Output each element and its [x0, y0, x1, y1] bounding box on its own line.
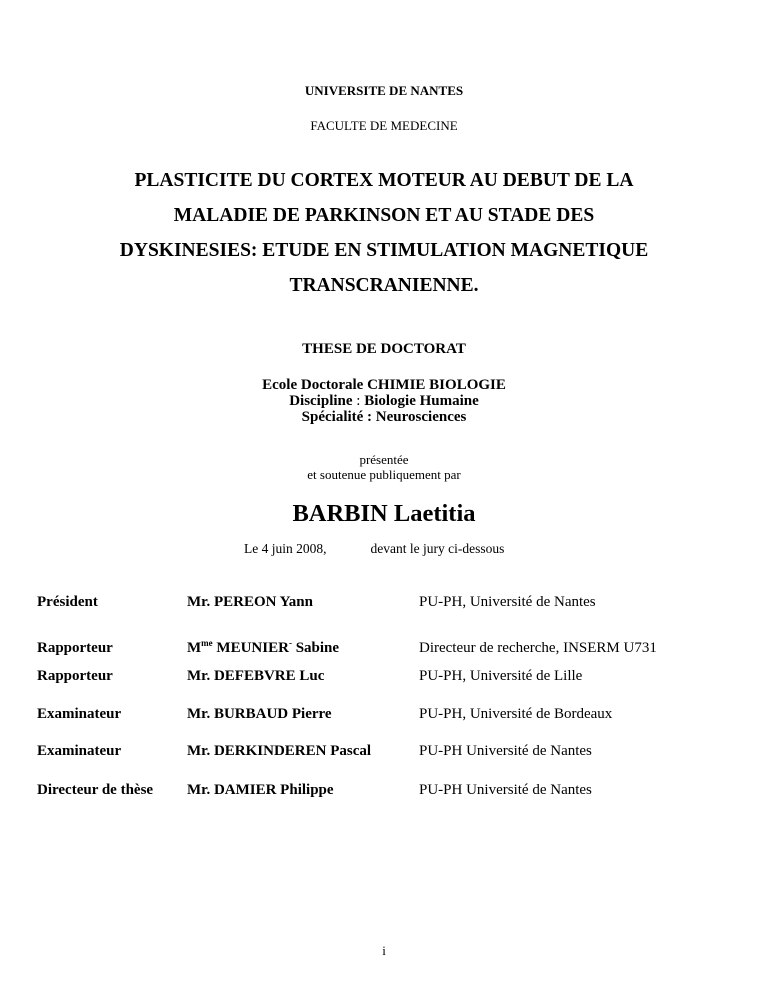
jury-role: Directeur de thèse — [37, 782, 154, 798]
faculty-name: FACULTE DE MEDECINE — [310, 118, 458, 133]
name-surname: MEUNIER — [212, 640, 289, 656]
thesis-title — [0, 163, 768, 303]
school-prefix: Ecole Doctorale — [262, 377, 368, 393]
jury-name: Mr. DAMIER Philippe — [187, 782, 334, 798]
jury-affiliation: PU-PH, Université de Nantes — [419, 594, 596, 610]
title-line: DYSKINESIES: ETUDE EN STIMULATION MAGNETIQUE — [119, 240, 649, 261]
jury-role: Examinateur — [37, 706, 122, 722]
presentation-block — [0, 452, 768, 482]
discipline-value: Biologie Humaine — [364, 393, 479, 409]
discipline — [0, 393, 768, 409]
name-prefix: M — [187, 640, 202, 656]
jury-affiliation: PU-PH, Université de Bordeaux — [419, 706, 613, 722]
doctoral-school-block — [0, 377, 768, 425]
jury-row — [0, 782, 768, 802]
name-superscript-mark: - — [288, 638, 292, 648]
jury-role: Rapporteur — [37, 668, 113, 684]
jury-row — [0, 640, 768, 660]
page-number: i — [382, 943, 386, 958]
doctoral-school — [0, 377, 768, 393]
jury-row — [0, 594, 768, 614]
jury-name: Mr. DEFEBVRE Luc — [187, 668, 325, 684]
university-name: UNIVERSITE DE NANTES — [304, 83, 464, 98]
speciality: Spécialité : Neurosciences — [301, 409, 467, 425]
presented-text: présentée — [359, 452, 409, 467]
name-firstname: Sabine — [291, 640, 340, 656]
jury-name: Mr. BURBAUD Pierre — [187, 706, 332, 722]
jury-row — [0, 706, 768, 726]
jury-name — [187, 640, 339, 657]
jury-name: Mr. PEREON Yann — [187, 594, 313, 610]
jury-name: Mr. DERKINDEREN Pascal — [187, 743, 372, 759]
title-line: MALADIE DE PARKINSON ET AU STADE DES — [173, 205, 595, 226]
jury-row — [0, 668, 768, 688]
jury-affiliation: PU-PH Université de Nantes — [419, 743, 592, 759]
discipline-label: Discipline — [289, 393, 353, 409]
title-line: PLASTICITE DU CORTEX MOTEUR AU DEBUT DE LA — [134, 170, 634, 191]
jury-affiliation: PU-PH Université de Nantes — [419, 782, 592, 798]
jury-affiliation: PU-PH, Université de Lille — [419, 668, 583, 684]
jury-role: Président — [37, 594, 98, 610]
name-superscript: me — [201, 638, 213, 648]
thesis-type: THESE DE DOCTORAT — [302, 341, 466, 357]
title-line: TRANSCRANIENNE. — [289, 275, 479, 296]
defended-text: et soutenue publiquement par — [307, 467, 461, 482]
defense-date-line — [244, 541, 504, 557]
jury-intro: devant le jury ci-dessous — [370, 541, 505, 556]
jury-role: Rapporteur — [37, 640, 113, 656]
jury-row — [0, 743, 768, 763]
jury-role: Examinateur — [37, 743, 122, 759]
jury-affiliation: Directeur de recherche, INSERM U731 — [419, 640, 657, 656]
defense-date: Le 4 juin 2008, — [244, 541, 327, 556]
author-name: BARBIN Laetitia — [292, 500, 476, 527]
discipline-separator: : — [352, 393, 365, 409]
school-name: CHIMIE BIOLOGIE — [367, 377, 506, 393]
